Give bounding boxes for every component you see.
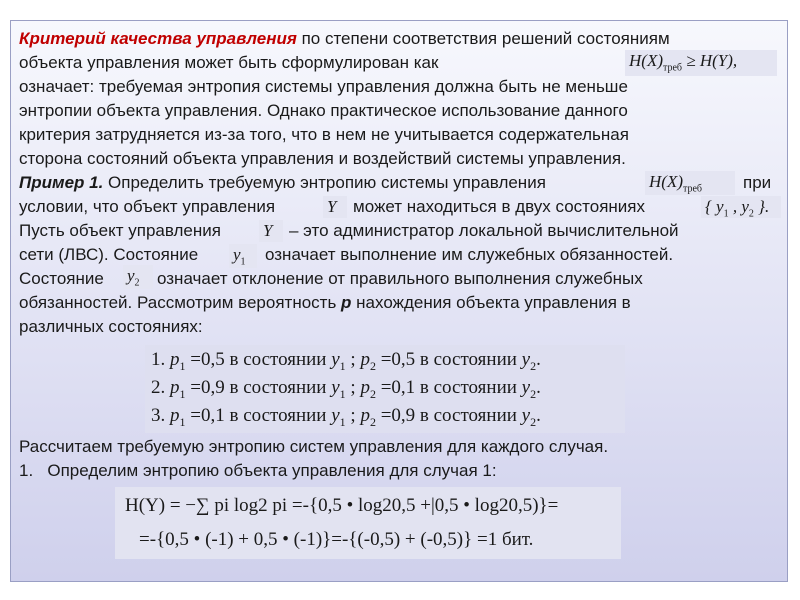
example-line-7: различных состояниях: bbox=[19, 317, 203, 336]
example-line-6-end: нахождения объекта управления в bbox=[351, 293, 631, 312]
example-line-4-end: означает выполнение им служебных обязанностей. bbox=[265, 245, 674, 264]
probability-p: p bbox=[341, 293, 352, 312]
calc-intro-text: Определим энтропию объекта управления для случая 1: bbox=[47, 461, 497, 480]
calc-row-2: =-{0,5 • (-1) + 0,5 • (-1)}=-{(-0,5) + (-0,5)} =1 бит. bbox=[139, 529, 534, 550]
states-set-formula: { $y_1$ , $y_2$ }. bbox=[701, 196, 781, 218]
paragraph-line-5: критерия затрудняется из-за того, что в нем не учитывается содержательная bbox=[19, 125, 629, 144]
calc-intro-line-2 bbox=[19, 459, 497, 483]
example-line-5: Состояние bbox=[19, 269, 104, 288]
example-line-2: условии, что объект управления bbox=[19, 197, 276, 216]
case-row: 2. $p_1 =0,9$ в состоянии $y_1$ ; $p_2 =0,1$ в состоянии $y_2$. bbox=[151, 377, 541, 401]
example-label: Пример 1. bbox=[19, 173, 104, 192]
example-line-2-mid: может находиться в двух состояниях bbox=[353, 197, 645, 216]
paragraph-line-3: означает: требуемая энтропия системы управления должна быть не меньше bbox=[19, 77, 628, 96]
example-line-6-text: обязанностей. Рассмотрим вероятность bbox=[19, 293, 342, 312]
paragraph-line-4: энтропии объекта управления. Однако практическое использование данного bbox=[19, 101, 628, 120]
example-line-4: сети (ЛВС). Состояние bbox=[19, 245, 199, 264]
paragraph-line-1 bbox=[19, 27, 670, 51]
slide bbox=[10, 20, 788, 582]
case-row: 3. $p_1 =0,1$ в состоянии $y_1$ ; $p_2 =0,9$ в состоянии $y_2$. bbox=[151, 405, 541, 429]
entropy-calculation bbox=[115, 487, 621, 559]
required-entropy-formula: $H(X)_{треб}$ bbox=[645, 171, 735, 195]
example-line-5-end: означает отклонение от правильного выполнения служебных bbox=[157, 269, 643, 288]
object-y-formula: Y bbox=[323, 196, 347, 218]
paragraph-line-2: объекта управления может быть сформулирован как bbox=[19, 53, 439, 72]
criterion-formula: $H(X)_{треб} \ge H(Y)$, bbox=[625, 50, 777, 76]
case-row: 1. $p_1 =0,5$ в состоянии $y_1$ ; $p_2 =0,5$ в состоянии $y_2$. bbox=[151, 349, 541, 373]
example-line-1 bbox=[19, 171, 546, 195]
line-1-rest: по степени соответствия решений состояниям bbox=[296, 29, 670, 48]
example-line-1-text: Определить требуемую энтропию системы управления bbox=[103, 173, 546, 192]
calc-intro-line-1: Рассчитаем требуемую энтропию систем управления для каждого случая. bbox=[19, 437, 609, 456]
example-line-1-end: при bbox=[743, 173, 772, 192]
calc-row-1: H(Y) = −∑ pi log2 pi =-{0,5 • log20,5 +|0,5 • log20,5)}= bbox=[125, 495, 559, 516]
calc-intro-number: 1. bbox=[19, 461, 34, 480]
object-y-formula-2: Y bbox=[259, 220, 283, 242]
example-line-3: Пусть объект управления bbox=[19, 221, 221, 240]
probability-cases bbox=[145, 345, 625, 433]
paragraph-line-6: сторона состояний объекта управления и воздействий системы управления. bbox=[19, 149, 626, 168]
criterion-title: Критерий качества управления bbox=[19, 29, 297, 48]
state-y1-formula: $y_1$ bbox=[229, 244, 257, 268]
example-line-6 bbox=[19, 291, 631, 315]
example-line-3-end: – это администратор локальной вычислительной bbox=[289, 221, 679, 240]
state-y2-formula: $y_2$ bbox=[123, 265, 153, 289]
